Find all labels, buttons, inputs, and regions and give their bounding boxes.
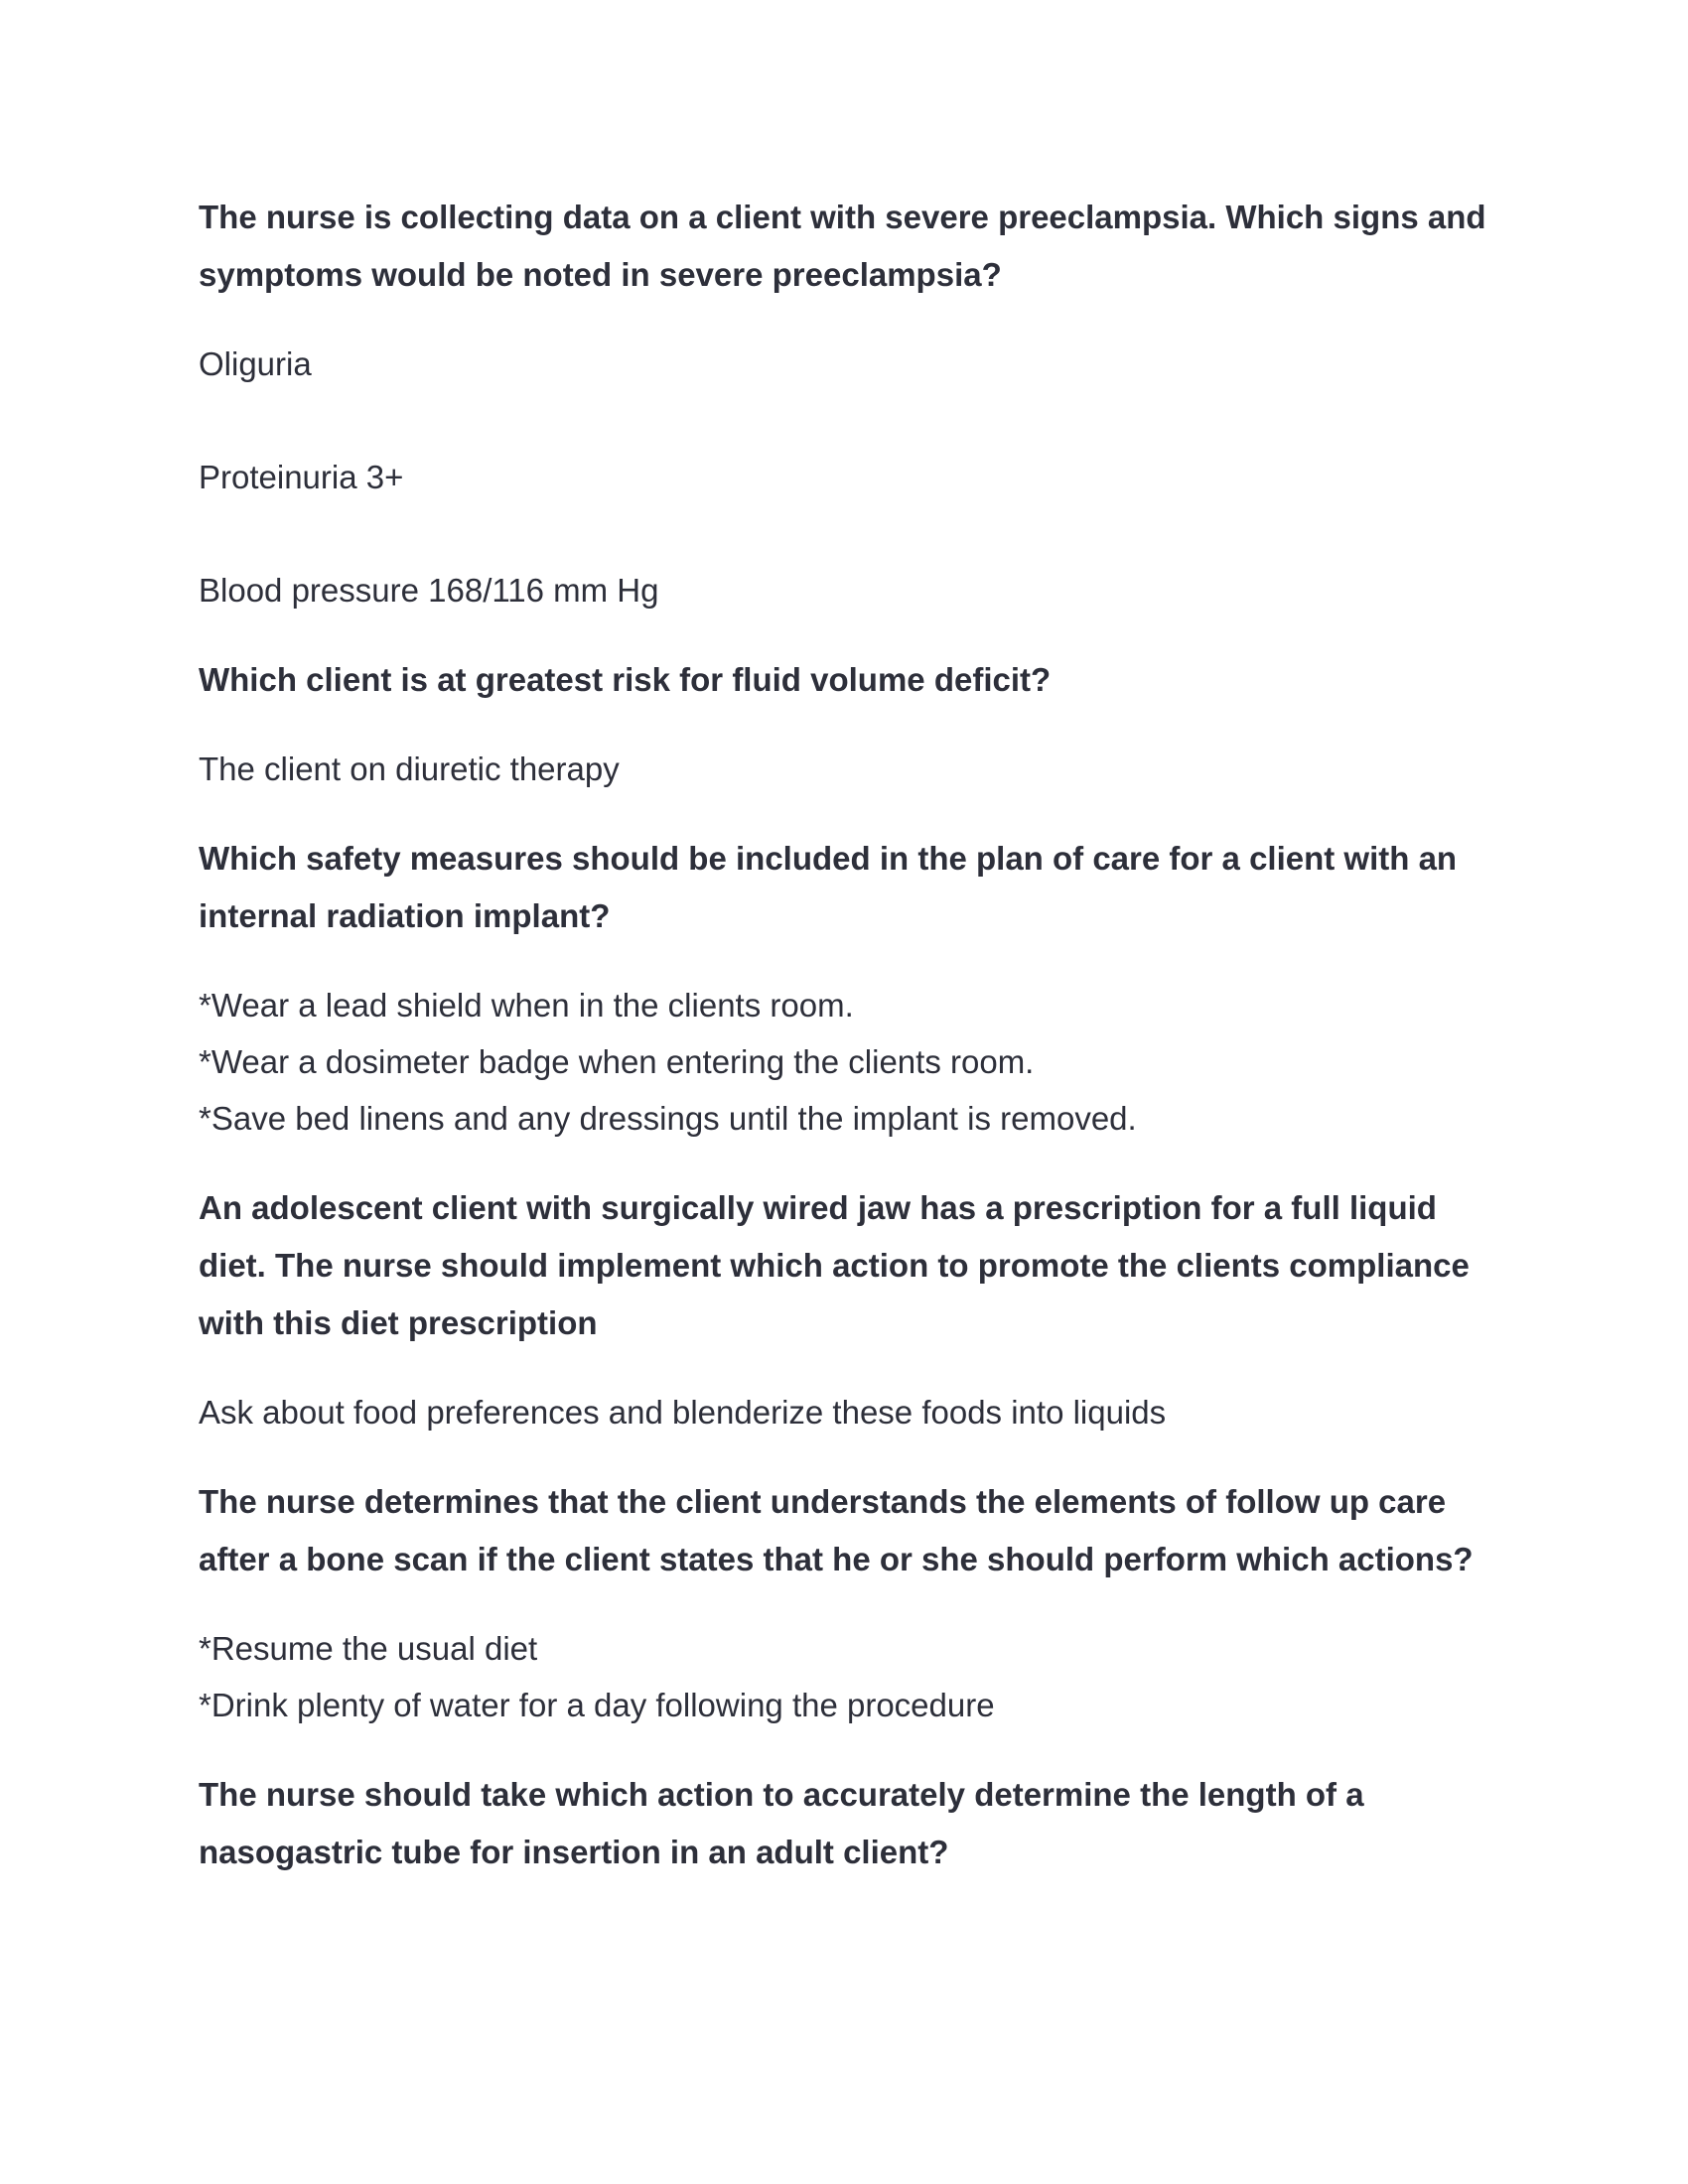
question-6: The nurse should take which action to accurately determine the length of a nasogastric tube for insertion in an adult client? (199, 1776, 1364, 1870)
answer-1-2: Proteinuria 3+ (199, 459, 404, 495)
answer-3-1: *Wear a lead shield when in the clients room. (199, 987, 854, 1024)
answer-3-3: *Save bed linens and any dressings until the implant is removed. (199, 1100, 1137, 1137)
answer-5-2: *Drink plenty of water for a day following the procedure (199, 1687, 995, 1723)
question-4: An adolescent client with surgically wired jaw has a prescription for a full liquid diet. The nurse should implement which action to promote the clients compliance with this diet prescription (199, 1189, 1470, 1341)
answer-4-1: Ask about food preferences and blenderize these foods into liquids (199, 1394, 1167, 1431)
question-2: Which client is at greatest risk for fluid volume deficit? (199, 661, 1052, 698)
question-5: The nurse determines that the client understands the elements of follow up care after a bone scan if the client states that he or she should perform which actions? (199, 1483, 1474, 1577)
answer-1-3: Blood pressure 168/116 mm Hg (199, 572, 659, 609)
answer-5-1: *Resume the usual diet (199, 1630, 538, 1667)
answer-2-1: The client on diuretic therapy (199, 751, 620, 787)
document-page (199, 189, 1509, 1881)
answer-3-2: *Wear a dosimeter badge when entering the clients room. (199, 1043, 1035, 1080)
question-3: Which safety measures should be included in the plan of care for a client with an internal radiation implant? (199, 840, 1458, 934)
question-1: The nurse is collecting data on a client with severe preeclampsia. Which signs and symptoms would be noted in severe preeclampsia? (199, 199, 1486, 293)
answer-1-1: Oliguria (199, 345, 312, 382)
